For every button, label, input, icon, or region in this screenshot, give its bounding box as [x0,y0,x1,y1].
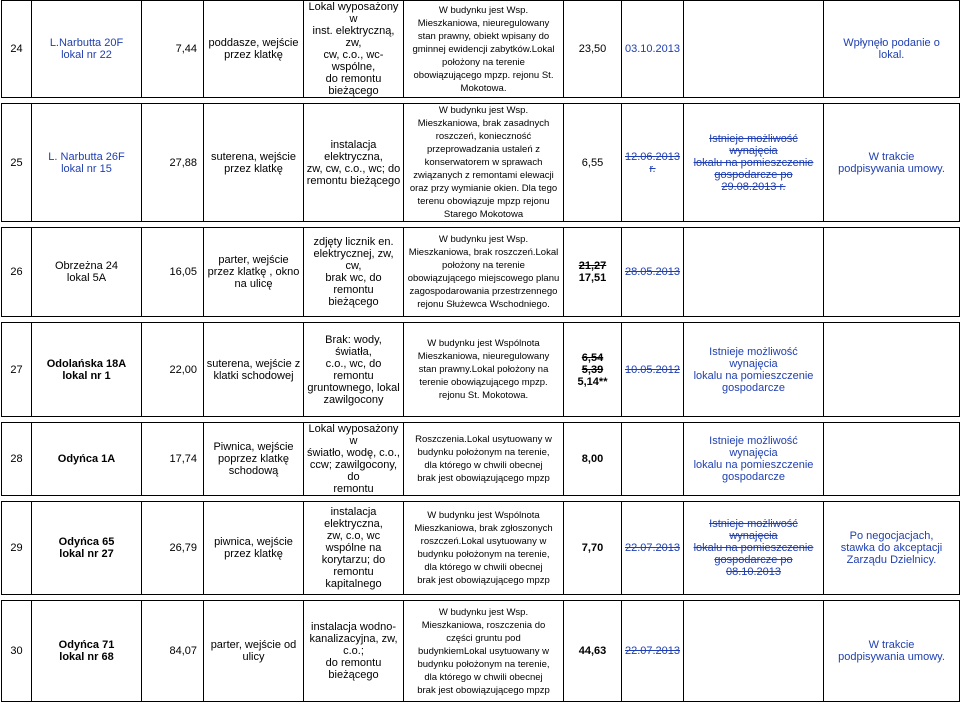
area-cell: 22,00 [142,323,204,417]
cell-line: Roszczenia.Lokal usytuowany w [415,434,552,445]
cell-line: W budynku jest Wsp. [438,606,529,618]
cell-line: lokal nr 22 [61,49,112,61]
rent-value: 5,14** [577,375,608,388]
rent-value: 44,63 [578,645,607,657]
cell-line: przeprowadzania ustaleń z [426,144,540,155]
date-cell: 22.07.2013 [622,601,684,702]
address-cell [32,228,142,317]
table-row [2,228,960,317]
cell-line: suterena, wejście z [206,357,301,370]
cell-line: przez klatkę , okno [207,266,300,278]
cell-line: L.Narbutta 20F [49,37,124,49]
legal-status-cell [404,1,564,98]
cell-line: Lokal wyposażony w [308,423,399,447]
cell-line: światło, wodę, c.o., [307,447,400,459]
technical-state-cell [304,323,404,417]
rent-rate-cell [564,423,622,496]
rent-value: 8,00 [581,453,604,465]
cell-line: lokal nr 15 [61,162,112,175]
cell-line: brak jest obowiązującego mpzp [417,684,550,696]
remark-cell [824,323,960,417]
legal-status-cell [404,104,564,222]
remark-cell [824,502,960,595]
cell-line: W budynku jest Wspólnota [427,510,540,521]
cell-line: Mieszkaniowa, roszczenia do [421,619,546,631]
cell-line: cw, c.o., wc- wspólne, [323,49,384,73]
rooms-cell [204,1,304,98]
cell-line: zagospodarowania przestrzennego [409,286,558,297]
cell-line: instalacja elektryczna, [324,506,383,530]
address-cell [32,104,142,222]
cell-line: Odyńca 1A [57,453,116,465]
cell-line: Wpłynęło podanie o [843,37,940,49]
cell-line: Istnieje możliwość wynajęcia [709,435,798,459]
cell-line: przez klatkę [224,548,283,560]
cell-line: Mieszkaniowa, nieuregulowany [417,351,550,362]
rent-value: 7,70 [581,542,604,554]
cell-line: przez klatkę [224,162,283,175]
address-cell [32,323,142,417]
cell-line: terenie obowiązującego mpzp. [419,377,548,388]
availability-note-cell [684,423,824,496]
technical-state-cell [304,104,404,222]
cell-line: Mieszkaniowa, nieuregulowany [417,17,550,29]
cell-line: roszczeń.Lokal usytuowany w [420,536,547,547]
cell-line: instalacja elektryczna, [324,138,383,163]
cell-line: obowiązującego mpzp. rejonu St. [413,69,554,81]
remark-cell [824,104,960,222]
cell-line: W budynku jest Wsp. [438,105,529,116]
table-row [2,323,960,417]
legal-status-cell [404,502,564,595]
row-number: 24 [2,1,32,98]
cell-line: związanych z remontami elewacji [413,170,554,181]
cell-line: terenu obowiązuje mpzp rejonu [417,196,550,207]
cell-line: elektrycznej, zw, cw, [313,248,394,272]
availability-note-cell [684,228,824,317]
cell-line: parter, wejście [218,254,289,266]
cell-line: remontu [333,483,374,495]
area-cell: 7,44 [142,1,204,98]
cell-line: lokalu na pomieszczenie [693,542,814,554]
cell-line: Lokal wyposażony w [308,1,399,25]
remark-cell [824,423,960,496]
cell-line: Odyńca 71 [58,639,115,651]
cell-line: gminnej ewidencji zabytków.Lokal [412,43,555,55]
row-number: 25 [2,104,32,222]
cell-line: ccw; zawilgocony, do [309,459,398,483]
rooms-cell [204,104,304,222]
cell-line: gospodarcze po 08.10.2013 [714,554,793,578]
rent-value: 6,54 [581,351,604,364]
table-row [2,601,960,702]
cell-line: kapitalnego [325,578,382,590]
cell-line: przez klatkę [224,49,283,61]
technical-state-cell [304,1,404,98]
cell-line: obowiązującego miejscowego planu [407,273,560,284]
rent-rate-cell [564,228,622,317]
cell-line: lokal nr 68 [59,651,114,663]
cell-line: lokal 5A [66,272,107,284]
cell-line: Mieszkaniowa, brak zgłoszonych [414,523,553,534]
technical-state-cell [304,423,404,496]
cell-line: W budynku jest Wspólnota [427,338,540,349]
cell-line: gruntownego, lokal [307,381,400,394]
rent-value: 23,50 [578,43,607,55]
rent-value: 6,55 [581,156,604,169]
cell-line: gospodarcze [722,471,785,483]
rent-value: 5,39 [581,363,604,376]
rent-values [566,157,619,169]
legal-status-cell [404,228,564,317]
rent-rate-cell [564,502,622,595]
row-number: 30 [2,601,32,702]
cell-line: lokalu na pomieszczenie [693,156,814,169]
rent-rate-cell [564,323,622,417]
cell-line: Po negocjacjach, [849,530,934,542]
row-number: 26 [2,228,32,317]
cell-line: lokal nr 27 [59,548,114,560]
rent-values [566,645,619,657]
date-cell [622,423,684,496]
cell-line: części gruntu pod [446,632,521,644]
rent-rate-cell [564,1,622,98]
cell-line: zawilgocony [323,393,384,406]
availability-note-cell [684,502,824,595]
cell-line: konserwatorem w sprawach [424,157,543,168]
cell-line: na ulicę [234,278,273,290]
cell-line: Mokotowa. [460,82,507,94]
address-cell [32,601,142,702]
rooms-cell [204,601,304,702]
rooms-cell [204,228,304,317]
cell-line: remontu bieżącego [306,174,401,187]
cell-line: Mieszkaniowa, brak zasadnych [417,118,550,129]
rent-values [566,453,619,465]
cell-line: roszczeń, konieczność [435,131,532,142]
cell-line: Starego Mokotowa [443,209,524,220]
cell-line: poddasze, wejście [208,37,299,49]
table-row [2,502,960,595]
cell-line: korytarzu; do remontu [321,554,386,578]
cell-line: schodową [228,465,279,477]
area-cell: 17,74 [142,423,204,496]
cell-line: dla którego w chwili obecnej [424,460,543,471]
cell-line: Istnieje możliwość wynajęcia [709,132,798,157]
date-cell: 03.10.2013 [622,1,684,98]
area-cell: 84,07 [142,601,204,702]
cell-line: do remontu bieżącego [325,657,382,681]
cell-line: brak jest obowiązującego mpzp [417,473,550,484]
cell-line: c.o., wc, do remontu [325,357,382,382]
cell-line: stan prawny, obiekt wpisany do [417,30,550,42]
cell-line: Odyńca 65 [58,536,115,548]
cell-line: lokalu na pomieszczenie [693,369,814,382]
availability-note-cell [684,323,824,417]
cell-line: bieżącego [328,296,379,308]
rooms-cell [204,502,304,595]
rent-values [566,43,619,55]
cell-line: lokal. [878,49,905,61]
row-number: 27 [2,323,32,417]
rent-rate-cell [564,601,622,702]
cell-line: W trakcie [868,639,915,651]
rent-rate-cell [564,104,622,222]
date-cell: 10.05.2012 [622,323,684,417]
cell-line: oraz przy wymianie okien. Dla tego [409,183,558,194]
availability-note-cell [684,1,824,98]
cell-line: klatki schodowej [213,369,294,382]
cell-line: W trakcie [868,150,915,163]
row-number: 29 [2,502,32,595]
cell-line: W budynku jest Wsp. [438,234,529,245]
cell-line: parter, wejście od [210,639,297,651]
rent-values [566,352,619,388]
cell-line: podpisywania umowy. [838,651,945,663]
rental-listing-table [1,0,960,702]
cell-line: W budynku jest Wsp. [438,4,529,16]
area-cell: 16,05 [142,228,204,317]
table-row [2,104,960,222]
cell-line: dla którego w chwili obecnej [424,671,543,683]
date-cell: 12.06.2013 r. [622,104,684,222]
cell-line: stawka do akceptacji [840,542,943,554]
cell-line: poprzez klatkę [218,453,289,465]
availability-note-cell [684,601,824,702]
cell-line: Piwnica, wejście [213,441,294,453]
table-row [2,1,960,98]
rooms-cell [204,423,304,496]
cell-line: kanalizacyjna, zw, c.o.; [309,633,398,657]
cell-line: rejonu Służewca Wschodniego. [417,299,550,310]
cell-line: dla którego w chwili obecnej [424,562,543,573]
cell-line: budynkiemLokal usytuowany w [418,645,549,657]
cell-line: położony na terenie [442,56,525,68]
rent-value: 21,27 [578,260,607,272]
area-cell: 27,88 [142,104,204,222]
cell-line: stan prawny.Lokal położony na [418,364,549,375]
cell-line: Odolańska 18A [46,357,127,370]
cell-line: brak jest obowiązującego mpzp [417,575,550,586]
cell-line: lokal nr 1 [62,369,111,382]
cell-line: brak wc, do remontu [325,272,382,296]
legal-status-cell [404,601,564,702]
cell-line: gospodarcze [722,381,785,394]
legal-status-cell [404,423,564,496]
rent-values [566,260,619,284]
cell-line: Zarządu Dzielnicy. [846,554,937,566]
cell-line: Istnieje możliwość wynajęcia [709,345,798,370]
date-cell: 22.07.2013 [622,502,684,595]
cell-line: do remontu bieżącego [325,73,382,97]
address-cell [32,423,142,496]
cell-line: Brak: wody, światła, [325,333,382,358]
cell-line: budynku położonym na terenie, [417,549,550,560]
address-cell [32,1,142,98]
cell-line: L. Narbutta 26F [48,150,125,163]
cell-line: budynku położonym na terenie, [417,447,550,458]
legal-status-cell [404,323,564,417]
cell-line: lokalu na pomieszczenie [693,459,814,471]
cell-line: ulicy [242,651,265,663]
remark-cell [824,228,960,317]
rent-value: 17,51 [578,272,607,284]
cell-line: gospodarcze po 29.08.2013 r. [714,168,793,193]
table-row [2,423,960,496]
cell-line: inst. elektryczną, zw, [312,25,395,49]
row-number: 28 [2,423,32,496]
cell-line: Istnieje możliwość wynajęcia [709,518,798,542]
cell-line: położony na terenie [442,260,525,271]
cell-line: podpisywania umowy. [838,162,945,175]
date-cell: 28.05.2013 [622,228,684,317]
address-cell [32,502,142,595]
cell-line: suterena, wejście [211,150,296,163]
rent-values [566,542,619,554]
area-cell: 26,79 [142,502,204,595]
cell-line: piwnica, wejście [214,536,293,548]
cell-line: zdjęty licznik en. [313,236,394,248]
availability-note-cell [684,104,824,222]
cell-line: zw, cw, c.o., wc; do [306,162,401,175]
cell-line: instalacja wodno- [311,621,396,633]
cell-line: Obrzeżna 24 [55,260,118,272]
remark-cell [824,601,960,702]
remark-cell [824,1,960,98]
cell-line: rejonu St. Mokotowa. [438,390,529,401]
cell-line: Mieszkaniowa, brak roszczeń.Lokal [408,247,559,258]
cell-line: budynku położonym na terenie, [417,658,550,670]
technical-state-cell [304,228,404,317]
rooms-cell [204,323,304,417]
cell-line: zw, c.o, wc wspólne na [325,530,382,554]
technical-state-cell [304,502,404,595]
technical-state-cell [304,601,404,702]
